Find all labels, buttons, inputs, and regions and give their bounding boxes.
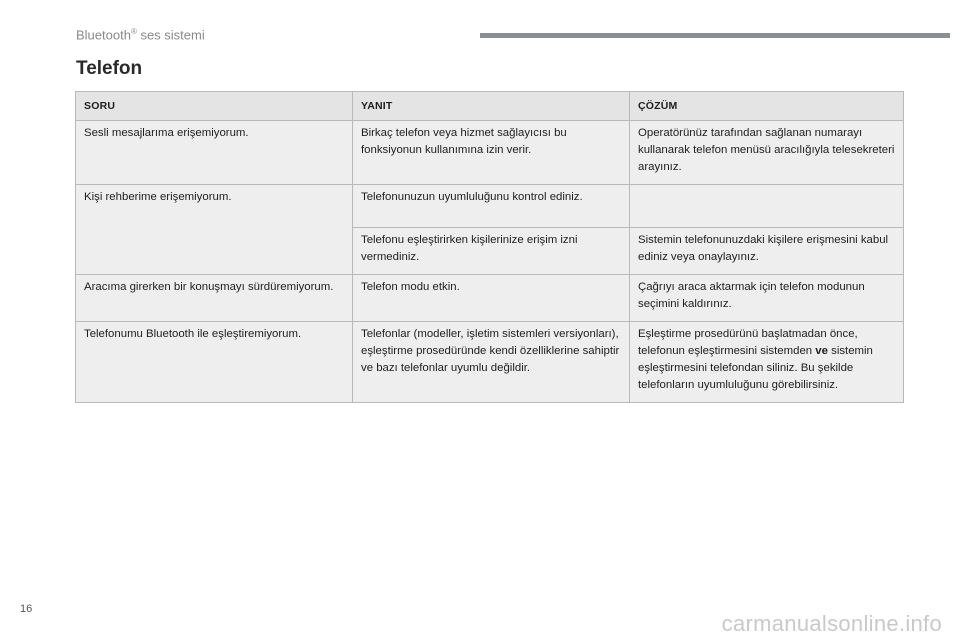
solution-text-after: sistemin eşleştirmesini telefondan siliniz. Bu şekilde telefonların uyumluluğunu görebilirsiniz.: [638, 345, 873, 391]
table-row: [76, 121, 904, 185]
answer-cell: Telefonlar (modeller, işletim sistemleri versiyonları), eşleştirme prosedüründe kendi özelliklerine sahiptir ve bazı telefonlar uyumlu değildir.: [353, 322, 630, 403]
solution-cell: Sistemin telefonunuzdaki kişilere erişmesini kabul ediniz veya onaylayınız.: [630, 228, 904, 275]
watermark-text: carmanualsonline.info: [721, 611, 942, 636]
section-title-suffix: ses sistemi: [136, 27, 205, 43]
answer-cell: Telefonunuzun uyumluluğunu kontrol ediniz.: [353, 185, 630, 228]
solution-text-bold: ve: [815, 345, 828, 357]
table-row: [76, 185, 904, 228]
page-number: 16: [20, 603, 33, 615]
answer-cell: Telefon modu etkin.: [353, 275, 630, 322]
solution-text-before: Eşleştirme prosedürünü başlatmadan önce, telefonun eşleştirmesini sistemden: [638, 328, 858, 357]
solution-cell: Operatörünüz tarafından sağlanan numarayı kullanarak telefon menüsü aracılığıyla telesekreteri arayınız.: [630, 121, 904, 185]
troubleshooting-table: [75, 91, 904, 403]
question-cell: Telefonumu Bluetooth ile eşleştiremiyorum.: [76, 322, 353, 403]
answer-cell: Telefonu eşleştirirken kişilerinize erişim izni vermediniz.: [353, 228, 630, 275]
column-header-solution: ÇÖZÜM: [630, 92, 904, 121]
column-header-question: SORU: [76, 92, 353, 121]
answer-cell: Birkaç telefon veya hizmet sağlayıcısı bu fonksiyonun kullanımına izin verir.: [353, 121, 630, 185]
column-header-answer: YANIT: [353, 92, 630, 121]
table-header-row: [76, 92, 904, 121]
header-bar: [480, 33, 950, 38]
question-cell: Kişi rehberime erişemiyorum.: [76, 185, 353, 275]
section-header: [76, 27, 205, 42]
question-cell: Aracıma girerken bir konuşmayı sürdüremiyorum.: [76, 275, 353, 322]
page-title: Telefon: [76, 58, 143, 79]
question-cell: Sesli mesajlarıma erişemiyorum.: [76, 121, 353, 185]
table-row: [76, 322, 904, 403]
section-title: Bluetooth: [76, 27, 131, 43]
table-row: [76, 275, 904, 322]
registered-mark: ®: [130, 27, 137, 36]
solution-cell: [630, 185, 904, 228]
solution-cell: Çağrıyı araca aktarmak için telefon modunun seçimini kaldırınız.: [630, 275, 904, 322]
solution-cell: [630, 322, 904, 403]
